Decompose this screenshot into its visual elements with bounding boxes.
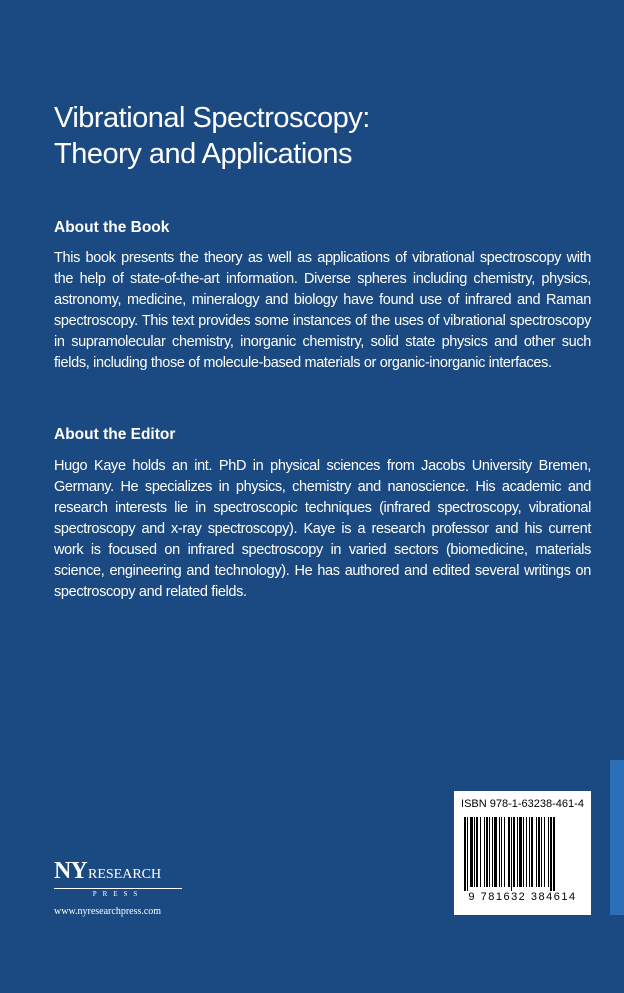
title-line-1: Vibrational Spectroscopy: — [54, 102, 370, 134]
barcode-bar — [486, 817, 488, 887]
barcode-bar — [474, 817, 475, 887]
about-editor-text: Hugo Kaye holds an int. PhD in physical sciences from Jacobs University Bremen, Germany. He specializes in physics, chemistry and nanoscience. His academic and research interests lie in spectroscopic techniques (infrared spectroscopy, vibrational spectroscopy and x-ray spectroscopy). Kaye is a research professor and his current work is focused on infrared spectroscopy in varied sectors (biomedicine, materials science, engineering and technology). He has authored and edited several writings on spectroscopy and related fields. — [54, 458, 591, 600]
barcode-bar — [550, 817, 552, 891]
barcode-bar — [519, 817, 522, 887]
about-book-text: This book presents the theory as well as applications of vibrational spectroscopy with the help of state-of-the-art information. Diverse spheres including chemistry, physics, astronomy, medicine, mineralogy and biology have found use of infrared and Raman spectroscopy. This text provides some instances of the uses of vibrational spectroscopy in supramolecular chemistry, inorganic chemistry, solid state physics and other such fields, including those of molecule-based materials or organic-inorganic interfaces. — [54, 250, 591, 371]
publisher-logo — [54, 858, 194, 920]
barcode-bar — [553, 817, 555, 891]
logo-press-text: PRESS — [92, 890, 144, 898]
publisher-url: www.nyresearchpress.com — [54, 906, 162, 917]
barcode-bar — [489, 817, 490, 887]
barcode-bar — [499, 817, 500, 887]
barcode-bar — [548, 817, 549, 887]
barcode-bar — [544, 817, 545, 887]
accent-strip — [610, 760, 624, 915]
barcode-icon — [464, 817, 581, 891]
logo-ny-text: NY — [54, 858, 87, 884]
barcode-bar — [529, 817, 530, 887]
barcode-bar — [526, 817, 527, 887]
isbn-label: ISBN 978-1-63238-461-4 — [461, 798, 584, 810]
barcode-bar — [513, 817, 515, 887]
barcode-bar — [494, 817, 497, 887]
barcode-bar — [517, 817, 518, 887]
barcode-bar — [501, 817, 502, 887]
barcode-digits: 9 781632 384614 — [468, 891, 577, 903]
book-title — [54, 100, 574, 172]
barcode-bar — [508, 817, 510, 887]
barcode-bar — [511, 817, 512, 891]
barcode-bar — [470, 817, 473, 887]
logo-divider — [54, 888, 182, 889]
barcode-bar — [492, 817, 493, 887]
barcode-bar — [536, 817, 537, 887]
barcode-bar — [480, 817, 481, 887]
barcode-bar — [484, 817, 485, 887]
barcode-bar — [504, 817, 505, 887]
barcode-bar — [538, 817, 540, 887]
barcode-bar — [523, 817, 524, 887]
barcode-panel — [454, 791, 591, 915]
barcode-bar — [531, 817, 533, 887]
barcode-bar — [541, 817, 542, 887]
barcode-bar — [464, 817, 466, 891]
logo-research-text: RESEARCH — [88, 867, 162, 882]
barcode-bar — [476, 817, 478, 887]
about-editor-heading: About the Editor — [54, 426, 176, 443]
title-line-2: Theory and Applications — [54, 138, 353, 170]
about-book-heading: About the Book — [54, 219, 170, 236]
barcode-bar — [467, 817, 468, 891]
